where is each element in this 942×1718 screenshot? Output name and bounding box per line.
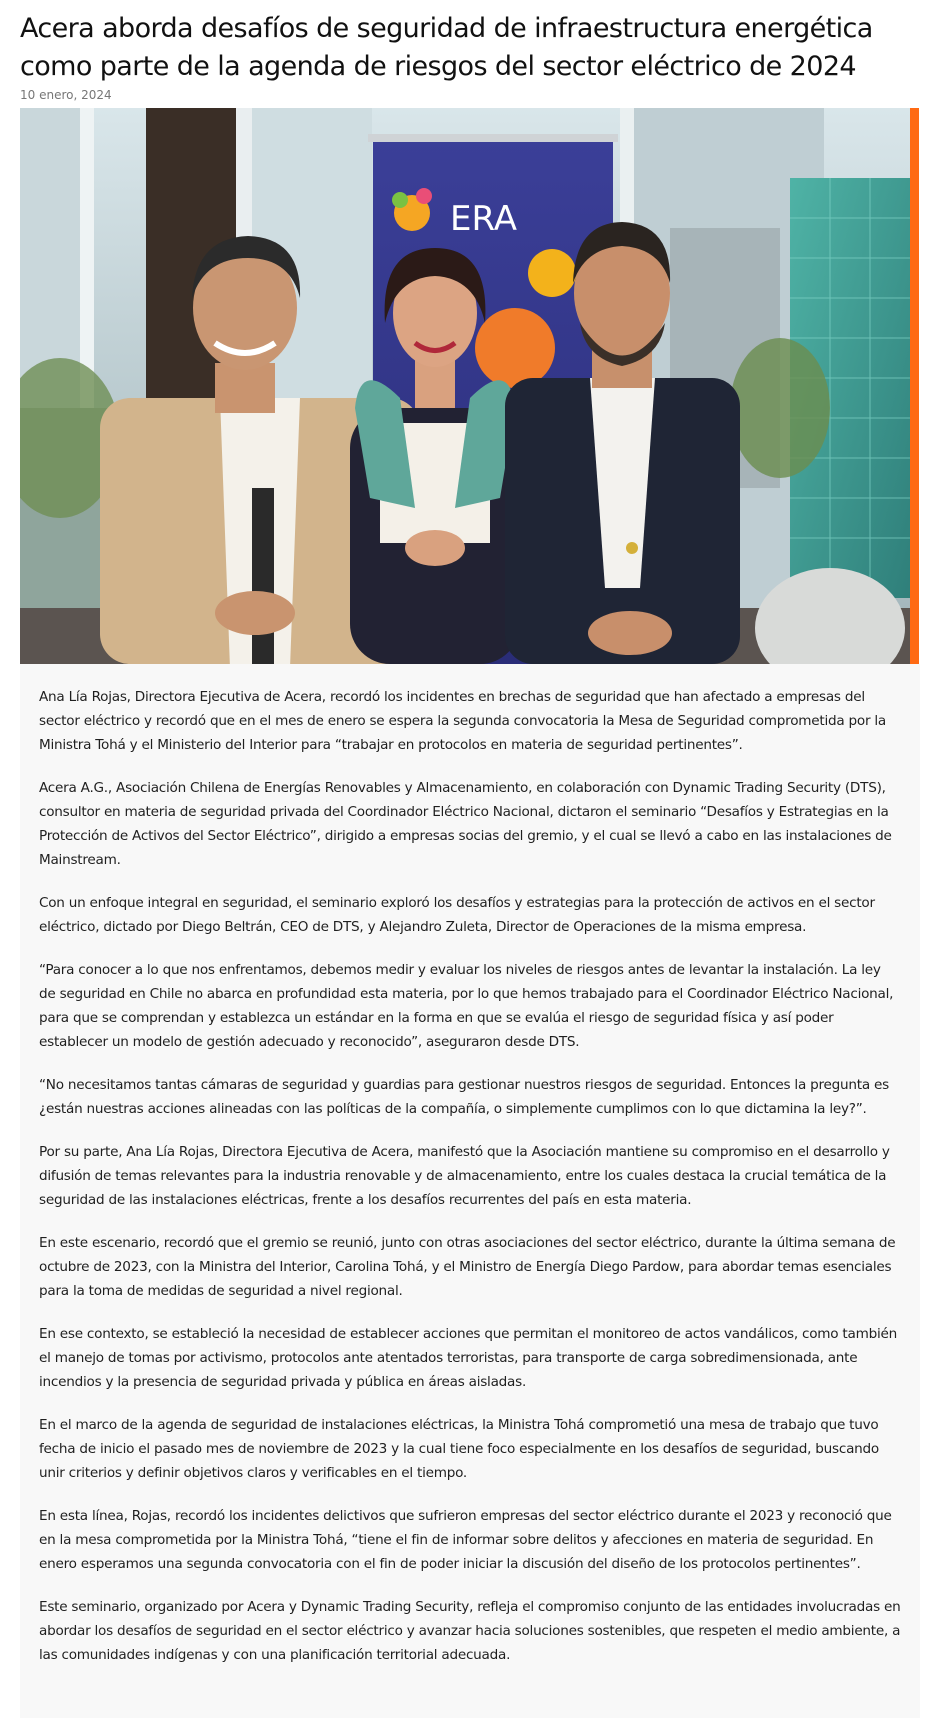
photo-illustration <box>20 108 910 664</box>
article-paragraph: Con un enfoque integral en seguridad, el seminario exploró los desafíos y estrategias para la protección de activos en el sector eléctrico, dictado por Diego Beltrán, CEO de DTS, y Alejandro Zuleta, Director de Operaciones de la misma empresa. <box>39 895 875 935</box>
banner-logo-text: ERA <box>450 199 517 239</box>
article-title: Acera aborda desafíos de seguridad de infraestructura energética como parte de la agenda de riesgos del sector eléctrico de 2024 <box>20 13 873 82</box>
article-paragraph: Acera A.G., Asociación Chilena de Energías Renovables y Almacenamiento, en colaboración con Dynamic Trading Security (DTS), consultor en materia de seguridad privada del Coordinador Eléctrico Nacional, dictaron el seminario “Desafíos y Estrategias en la Protección de Activos del Sector Eléctrico”, dirigido a empresas socias del gremio, y el cual se llevó a cabo en las instalaciones de Mainstream. <box>39 780 892 868</box>
accent-bar <box>910 108 919 666</box>
article-date: 10 enero, 2024 <box>20 88 112 102</box>
article-paragraph: Este seminario, organizado por Acera y Dynamic Trading Security, refleja el compromiso conjunto de las entidades involucradas en abordar los desafíos de seguridad en el sector eléctrico y avanzar hacia soluciones sostenibles, que respeten el medio ambiente, a las comunidades indígenas y con una planificación territorial adecuada. <box>39 1599 901 1663</box>
article-body <box>20 664 920 1718</box>
article-paragraph: En el marco de la agenda de seguridad de instalaciones eléctricas, la Ministra Tohá comprometió una mesa de trabajo que tuvo fecha de inicio el pasado mes de noviembre de 2023 y la cual tiene foco especialmente en los desafíos de seguridad, buscando unir criterios y definir objetivos claros y verificables en el tiempo. <box>39 1417 879 1481</box>
article-paragraph: En este escenario, recordó que el gremio se reunió, junto con otras asociaciones del sector eléctrico, durante la última semana de octubre de 2023, con la Ministra del Interior, Carolina Tohá, y el Ministro de Energía Diego Pardow, para abordar temas esenciales para la toma de medidas de seguridad a nivel regional. <box>39 1235 896 1299</box>
article-photo <box>20 108 910 664</box>
article-paragraph: Por su parte, Ana Lía Rojas, Directora Ejecutiva de Acera, manifestó que la Asociación mantiene su compromiso en el desarrollo y difusión de temas relevantes para la industria renovable y de almacenamiento, entre los cuales destaca la crucial temática de la seguridad de las instalaciones eléctricas, frente a los desafíos recurrentes del país en esta materia. <box>39 1144 890 1208</box>
article-paragraph: En ese contexto, se estableció la necesidad de establecer acciones que permitan el monitoreo de actos vandálicos, como también el manejo de tomas por activismo, protocolos ante atentados terroristas, para transporte de carga sobredimensionada, ante incendios y la presencia de seguridad privada y pública en áreas aisladas. <box>39 1326 897 1390</box>
article-paragraph: En esta línea, Rojas, recordó los incidentes delictivos que sufrieron empresas del sector eléctrico durante el 2023 y reconoció que en la mesa comprometida por la Ministra Tohá, “tiene el fin de informar sobre delitos y afecciones en materia de seguridad. En enero esperamos una segunda convocatoria con el fin de poder iniciar la discusión del diseño de los protocolos pertinentes”. <box>39 1508 892 1572</box>
article-paragraph: “No necesitamos tantas cámaras de seguridad y guardias para gestionar nuestros riesgos de seguridad. Entonces la pregunta es ¿están nuestras acciones alineadas con las políticas de la compañía, o simplemente cumplimos con lo que dictamina la ley?”. <box>39 1077 889 1117</box>
article-paragraph: “Para conocer a lo que nos enfrentamos, debemos medir y evaluar los niveles de riesgos antes de levantar la instalación. La ley de seguridad en Chile no abarca en profundidad esta materia, por lo que hemos trabajado para el Coordinador Eléctrico Nacional, para que se comprendan y establezca un estándar en la forma en que se evalúa el riesgo de seguridad física y así poder establecer un modelo de gestión adecuado y reconocido”, aseguraron desde DTS. <box>39 962 894 1050</box>
article-paragraph: Ana Lía Rojas, Directora Ejecutiva de Acera, recordó los incidentes en brechas de seguridad que han afectado a empresas del sector eléctrico y recordó que en el mes de enero se espera la segunda convocatoria la Mesa de Seguridad comprometida por la Ministra Tohá y el Ministerio del Interior para “trabajar en protocolos en materia de seguridad pertinentes”. <box>39 689 886 753</box>
